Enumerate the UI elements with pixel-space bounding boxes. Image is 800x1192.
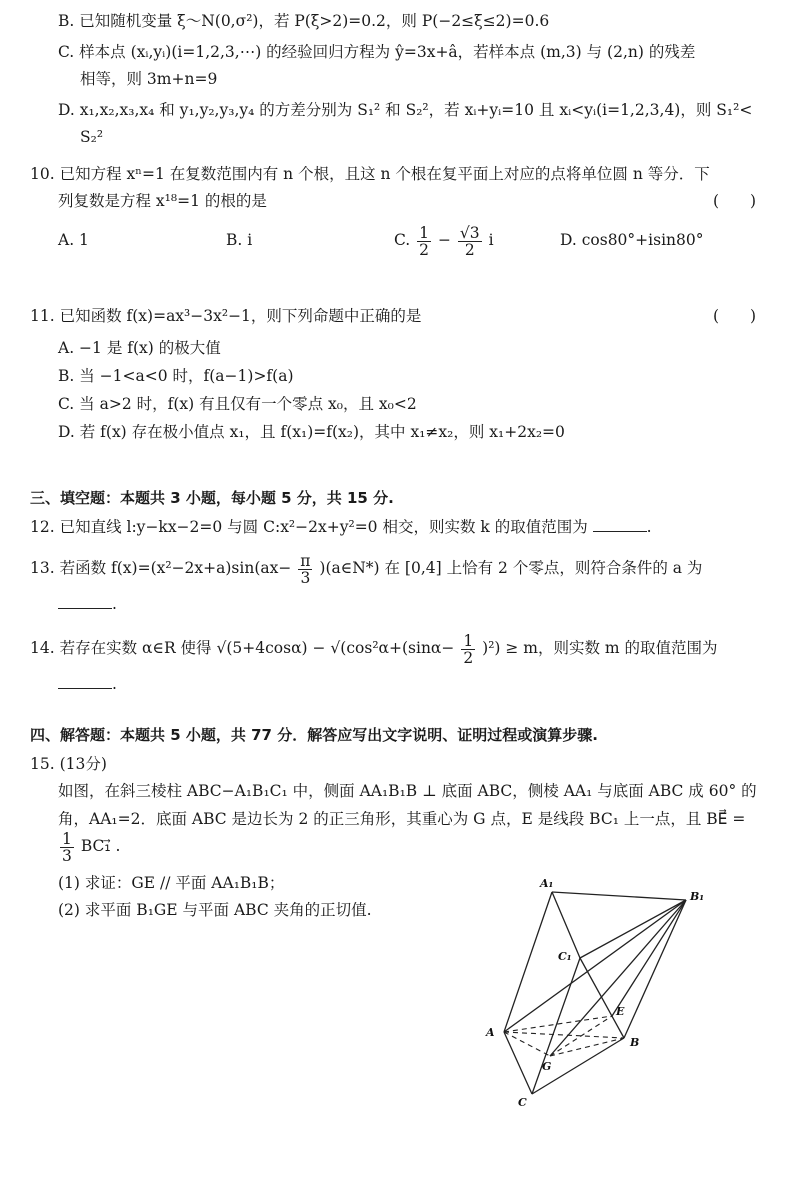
q15-line2: 角，AA₁=2．底面 ABC 是边长为 2 的正三角形，其重心为 G 点，E 是线段 BC₁ 上一点，且 BE⃗ = <box>58 810 746 828</box>
q13-pi-over-3 <box>298 553 312 586</box>
q12-text: 12. 已知直线 l:y−kx−2=0 与圆 C:x²−2x+y²=0 相交，则实数 k 的取值范围为 <box>30 518 588 536</box>
segment-b1-a <box>504 900 686 1032</box>
q9-option-d-line2: S₂² <box>80 128 104 146</box>
q10-stem-line2: 列复数是方程 x¹⁸=1 的根的是 <box>58 192 267 210</box>
label-e: E <box>616 1005 625 1018</box>
frac-num: 1 <box>463 631 474 650</box>
q10-option-c-frac2 <box>458 225 482 258</box>
segment-b-c1 <box>580 958 624 1038</box>
q13-text-a: 13. 若函数 f(x)=(x²−2x+a)sin(ax− <box>30 559 292 577</box>
edge-a-b-hidden <box>504 1032 624 1038</box>
q11-option-b: B. 当 −1<a<0 时，f(a−1)>f(a) <box>58 367 294 385</box>
q10-option-b: B. i <box>226 231 253 249</box>
q11-option-a: A. −1 是 f(x) 的极大值 <box>58 339 221 357</box>
q10-option-d: D. cos80°+isin80° <box>560 231 704 249</box>
q10-option-c <box>394 220 494 260</box>
frac-num: π <box>300 551 311 570</box>
edge-a-c <box>504 1032 532 1094</box>
frac-den: 2 <box>419 240 430 259</box>
q15-part-1: (1) 求证：GE // 平面 AA₁B₁B； <box>58 874 285 892</box>
q11-option-c: C. 当 a>2 时，f(x) 有且仅有一个零点 x₀，且 x₀<2 <box>58 395 417 413</box>
q13-answer-blank[interactable] <box>58 592 112 609</box>
segment-b1-g <box>550 900 686 1056</box>
q11-stem: 11. 已知函数 f(x)=ax³−3x²−1，则下列命题中正确的是 <box>30 307 422 325</box>
q14-text-a: 14. 若存在实数 α∈R 使得 √(5+4cosα) − √(cos²α+(sinα− <box>30 639 455 657</box>
q9-option-c-line2: 相等，则 3m+n=9 <box>80 70 218 88</box>
edge-c-c1 <box>532 958 580 1094</box>
q14-line2 <box>58 672 117 695</box>
q10-option-c-frac1 <box>417 225 431 258</box>
q13-line1 <box>30 548 702 588</box>
q13-end: . <box>112 595 117 613</box>
segment-g-e-hidden <box>550 1016 612 1056</box>
q10-answer-paren: ( ) <box>713 192 757 210</box>
q12-end: . <box>646 518 652 536</box>
q15-vector-bc1: BC₁⃗ . <box>80 837 121 855</box>
frac-num: √3 <box>459 223 480 242</box>
label-b1: B₁ <box>690 890 705 903</box>
q10-option-a: A. 1 <box>58 231 89 249</box>
oblique-prism-figure <box>472 872 722 1112</box>
label-a: A <box>486 1026 495 1039</box>
q9-option-c-line1: C. 样本点 (xᵢ,yᵢ)(i=1,2,3,⋯) 的经验回归方程为 ŷ=3x+â，若样本点 (m,3) 与 (2,n) 的残差 <box>58 43 696 61</box>
frac-den: 2 <box>463 648 474 667</box>
q10-stem-line1: 10. 已知方程 xⁿ=1 在复数范围内有 n 个根，且这 n 个根在复平面上对应的点将单位圆 n 等分．下 <box>30 165 710 183</box>
q11-answer-paren: ( ) <box>713 307 757 325</box>
edge-a1-b1 <box>552 892 686 900</box>
q12 <box>30 515 652 538</box>
section-3-heading: 三、填空题：本题共 3 小题，每小题 5 分，共 15 分. <box>30 489 394 507</box>
segment-b1-e <box>612 900 686 1016</box>
edge-b-b1 <box>624 900 686 1038</box>
segment-a-g-hidden <box>504 1032 550 1056</box>
segment-g-b-hidden <box>550 1038 624 1056</box>
frac-den: 3 <box>62 846 72 865</box>
label-c1: C₁ <box>558 950 572 963</box>
q15-line3 <box>58 826 120 866</box>
label-g: G <box>542 1060 552 1073</box>
q10-option-c-suffix: i <box>488 231 494 249</box>
frac-den: 2 <box>464 240 475 259</box>
label-a1: A₁ <box>540 877 554 890</box>
q13-line2 <box>58 592 117 615</box>
q14-end: . <box>112 675 117 693</box>
label-c: C <box>518 1096 527 1109</box>
q15-line1: 如图，在斜三棱柱 ABC−A₁B₁C₁ 中，侧面 AA₁B₁B ⊥ 底面 ABC，侧棱 AA₁ 与底面 ABC 成 60° 的 <box>58 782 757 800</box>
frac-num: 1 <box>419 223 430 242</box>
q15-part-2: (2) 求平面 B₁GE 与平面 ABC 夹角的正切值. <box>58 901 372 919</box>
q9-option-b: B. 已知随机变量 ξ～N(0,σ²)，若 P(ξ>2)=0.2，则 P(−2≤ξ≤2)=0.6 <box>58 12 550 30</box>
q14-answer-blank[interactable] <box>58 672 112 689</box>
q15-number: 15. (13分) <box>30 755 107 773</box>
edge-a-a1 <box>504 892 552 1032</box>
label-b: B <box>630 1036 640 1049</box>
section-4-heading: 四、解答题：本题共 5 小题，共 77 分．解答应写出文字说明、证明过程或演算步骤. <box>30 726 598 744</box>
frac-den: 3 <box>300 568 311 587</box>
frac-num: 1 <box>62 829 72 848</box>
q15-one-third <box>60 831 74 864</box>
q14-line1 <box>30 628 718 668</box>
q14-text-b: )²) ≥ m，则实数 m 的取值范围为 <box>482 639 718 657</box>
q11-option-d: D. 若 f(x) 存在极小值点 x₁，且 f(x₁)=f(x₂)，其中 x₁≠x₂，则 x₁+2x₂=0 <box>58 423 565 441</box>
q12-answer-blank[interactable] <box>593 515 647 532</box>
q9-option-d-line1: D. x₁,x₂,x₃,x₄ 和 y₁,y₂,y₃,y₄ 的方差分别为 S₁² 和 S₂²，若 xᵢ+yᵢ=10 且 xᵢ<yᵢ(i=1,2,3,4)，则 S₁²< <box>58 101 753 119</box>
edge-a1-c1 <box>552 892 580 958</box>
q10-option-c-prefix: C. <box>394 231 411 249</box>
q14-one-half <box>461 633 475 666</box>
q13-text-b: )(a∈N*) 在 [0,4] 上恰有 2 个零点，则符合条件的 a 为 <box>319 559 703 577</box>
q10-option-c-minus: − <box>437 231 451 249</box>
edge-c1-b1 <box>580 900 686 958</box>
